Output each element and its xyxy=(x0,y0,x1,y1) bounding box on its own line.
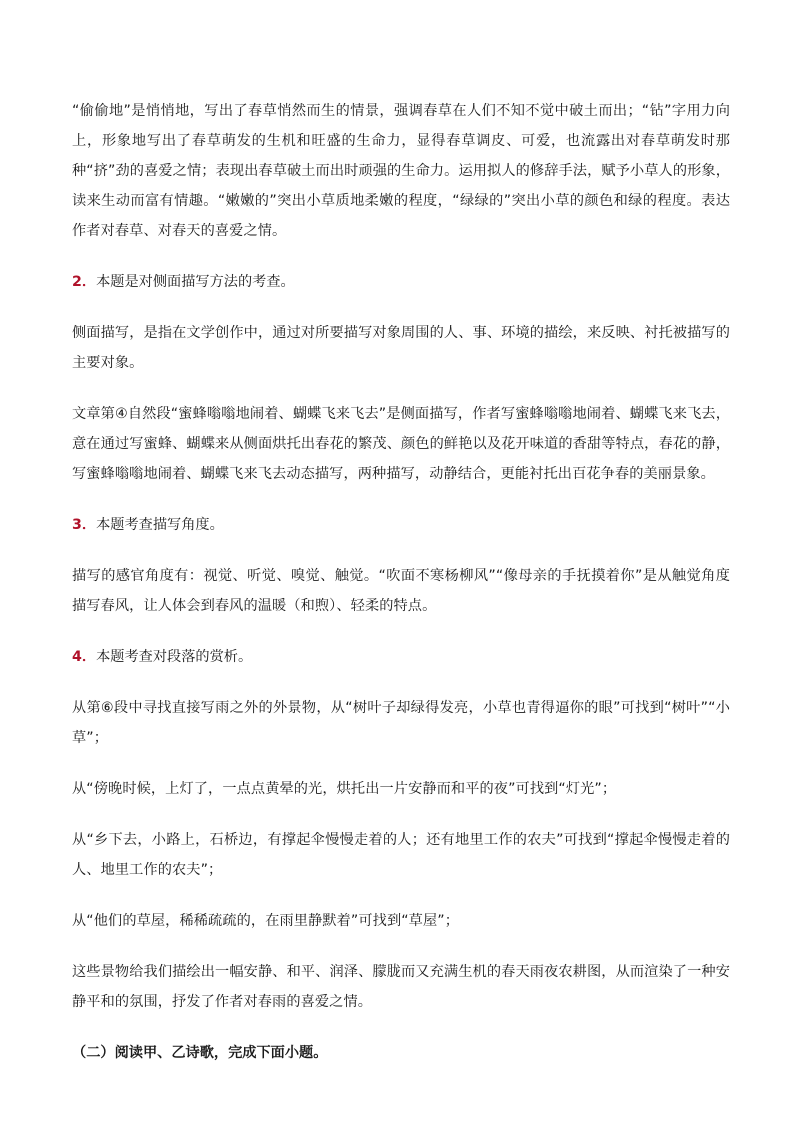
question-2-heading xyxy=(72,267,730,297)
question-4-heading xyxy=(72,642,730,672)
question-4-number: 4． xyxy=(72,649,97,665)
q4-paragraph-4: 从“他们的草屋，稀稀疏疏的，在雨里静默着”可找到“草屋”； xyxy=(72,913,459,929)
analysis-paragraph-q1: “偷偷地”是悄悄地，写出了春草悄然而生的情景，强调春草在人们不知不觉中破土而出；“钻”字用力向上，形象地写出了春草萌发的生机和旺盛的生命力，显得春草调皮、可爱，也流露出对春草萌发时那种“挤”劲的喜爱之情；表现出春草破土而出时顽强的生命力。运用拟人的修辞手法，赋予小草人的形象，读来生动而富有情趣。“嫩嫩的”突出小草质地柔嫩的程度，“绿绿的”突出小草的颜色和绿的程度。表达作者对春草、对春天的喜爱之情。 xyxy=(72,103,730,239)
q4-paragraph-1: 从第⑥段中寻找直接写雨之外的外景物，从“树叶子却绿得发亮，小草也青得逼你的眼”可找到“树叶”“小草”； xyxy=(72,700,730,746)
question-3-heading-text: 本题考查描写角度。 xyxy=(96,517,224,533)
section-title: （二）阅读甲、乙诗歌，完成下面小题。 xyxy=(72,1045,328,1061)
question-3-number: 3． xyxy=(72,517,97,533)
question-2-number: 2． xyxy=(72,274,97,290)
q2-paragraph-analysis: 文章第④自然段“蜜蜂嗡嗡地闹着、蝴蝶飞来飞去”是侧面描写，作者写蜜蜂嗡嗡地闹着、蝴蝶飞来飞去，意在通过写蜜蜂、蝴蝶来从侧面烘托出春花的繁茂、颜色的鲜艳以及花开味道的香甜等特点，春花的静，写蜜蜂嗡嗡地闹着、蝴蝶飞来飞去动态描写，两种描写，动静结合，更能衬托出百花争春的美丽景象。 xyxy=(72,406,730,482)
question-2-heading-text: 本题是对侧面描写方法的考查。 xyxy=(96,274,295,290)
q4-paragraph-2: 从“傍晚时候，上灯了，一点点黄晕的光，烘托出一片安静而和平的夜”可找到“灯光”； xyxy=(72,781,617,797)
q3-paragraph-analysis: 描写的感官角度有：视觉、听觉、嗅觉、触觉。“吹面不寒杨柳风”“像母亲的手抚摸着你”是从触觉角度描写春风，让人体会到春风的温暖（和煦）、轻柔的特点。 xyxy=(72,568,730,614)
question-4-heading-text: 本题考查对段落的赏析。 xyxy=(96,649,253,665)
q2-paragraph-definition: 侧面描写，是指在文学创作中，通过对所要描写对象周围的人、事、环境的描绘，来反映、衬托被描写的主要对象。 xyxy=(72,325,730,371)
q4-paragraph-5: 这些景物给我们描绘出一幅安静、和平、润泽、朦胧而又充满生机的春天雨夜农耕图，从而渲染了一种安静平和的氛围，抒发了作者对春雨的喜爱之情。 xyxy=(72,964,730,1010)
q4-paragraph-3: 从“乡下去，小路上，石桥边，有撑起伞慢慢走着的人；还有地里工作的农夫”可找到“撑起伞慢慢走着的人、地里工作的农夫”； xyxy=(72,832,730,878)
question-3-heading xyxy=(72,510,730,540)
